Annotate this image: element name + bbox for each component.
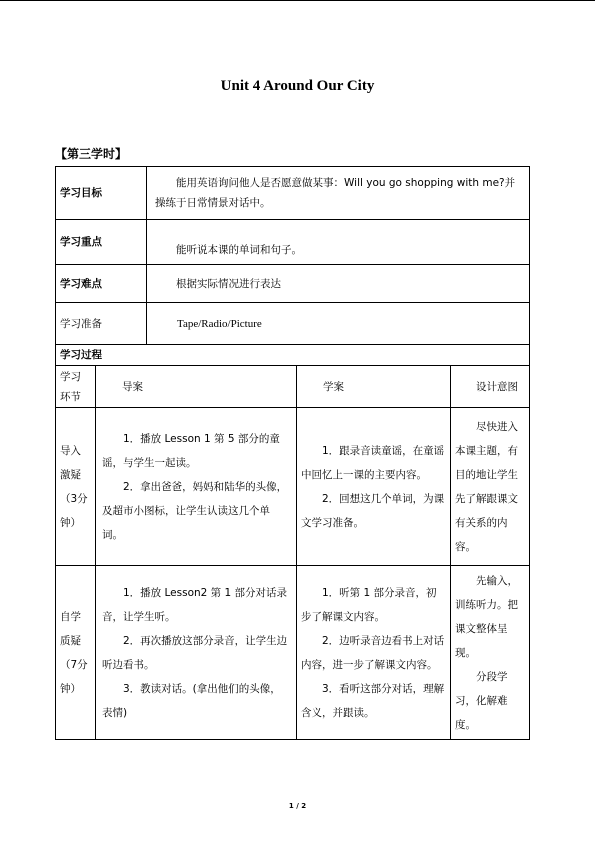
difficulty-text xyxy=(147,265,530,303)
header-guide-text: 导案 xyxy=(122,380,143,393)
key-text-para: 能听说本课的单词和句子。 xyxy=(176,244,302,256)
prep-label: 学习准备 xyxy=(56,303,147,345)
key-label: 学习重点 xyxy=(56,220,147,265)
process-row xyxy=(56,345,530,366)
goal-label: 学习目标 xyxy=(56,167,147,220)
key-text xyxy=(147,220,530,265)
stage-design xyxy=(451,408,530,566)
stage-guide-item: 2．拿出爸爸，妈妈和陆华的头像，及超市小图标，让学生认读这几个单词。 xyxy=(102,480,288,541)
process-label: 学习过程 xyxy=(56,345,530,366)
stage-guide-item: 2．再次播放这部分录音，让学生边听边看书。 xyxy=(102,634,288,671)
stage-guide-item: 1．播放 Lesson 1 第 5 部分的童谣，与学生一起读。 xyxy=(102,432,280,469)
stage-study xyxy=(297,408,451,566)
process-header-row xyxy=(56,366,530,408)
header-study-text: 学案 xyxy=(323,380,344,393)
stage-study-item: 2．边听录音边看书上对话内容，进一步了解课文内容。 xyxy=(301,634,445,671)
stage-guide-item: 3．教读对话。(拿出他们的头像，表情) xyxy=(102,682,281,719)
header-design xyxy=(451,366,530,408)
prep-text xyxy=(147,303,530,345)
stage-study-item: 1．听第 1 部分录音，初步了解课文内容。 xyxy=(301,586,437,623)
stage-row xyxy=(56,408,530,566)
header-stage: 学习环节 xyxy=(56,366,96,408)
stage-row xyxy=(56,566,530,740)
stage-name: 导入激疑（3分钟） xyxy=(56,408,96,566)
stage-name: 自学质疑（7分钟） xyxy=(56,566,96,740)
stage-study-item: 1．跟录音读童谣，在童谣中回忆上一课的主要内容。 xyxy=(301,444,445,481)
difficulty-text-para: 根据实际情况进行表达 xyxy=(176,277,281,290)
stage-study xyxy=(297,566,451,740)
difficulty-row xyxy=(56,265,530,303)
stage-design-item: 尽快进入本课主题，有目的地让学生先了解跟课文有关系的内容。 xyxy=(455,420,518,553)
header-guide xyxy=(96,366,297,408)
page-number: 1 / 2 xyxy=(288,802,307,810)
lesson-plan-table xyxy=(55,166,530,740)
goal-text-para: 能用英语询问他人是否愿意做某事：Will you go shopping with me?并操练于日常情景对话中。 xyxy=(155,177,516,209)
difficulty-label: 学习难点 xyxy=(56,265,147,303)
stage-design-item: 先输入，训练听力。把课文整体呈现。 xyxy=(455,574,518,659)
goal-row xyxy=(56,167,530,220)
prep-row xyxy=(56,303,530,345)
stage-study-item: 3．看听这部分对话，理解含义，并跟读。 xyxy=(301,682,445,719)
stage-guide-item: 1．播放 Lesson2 第 1 部分对话录音，让学生听。 xyxy=(102,586,288,623)
stage-guide xyxy=(96,408,297,566)
prep-text-para: Tape/Radio/Picture xyxy=(177,317,262,330)
header-study xyxy=(297,366,451,408)
stage-design xyxy=(451,566,530,740)
stage-guide xyxy=(96,566,297,740)
header-design-text: 设计意图 xyxy=(476,380,518,393)
goal-text xyxy=(147,167,530,220)
section-label: 【第三学时】 xyxy=(55,147,128,161)
key-row xyxy=(56,220,530,265)
document-title: Unit 4 Around Our City xyxy=(220,78,375,94)
stage-study-item: 2．回想这几个单词，为课文学习准备。 xyxy=(301,492,445,529)
stage-design-item: 分段学习，化解难度。 xyxy=(455,670,508,731)
page-top-rule xyxy=(0,0,595,1)
